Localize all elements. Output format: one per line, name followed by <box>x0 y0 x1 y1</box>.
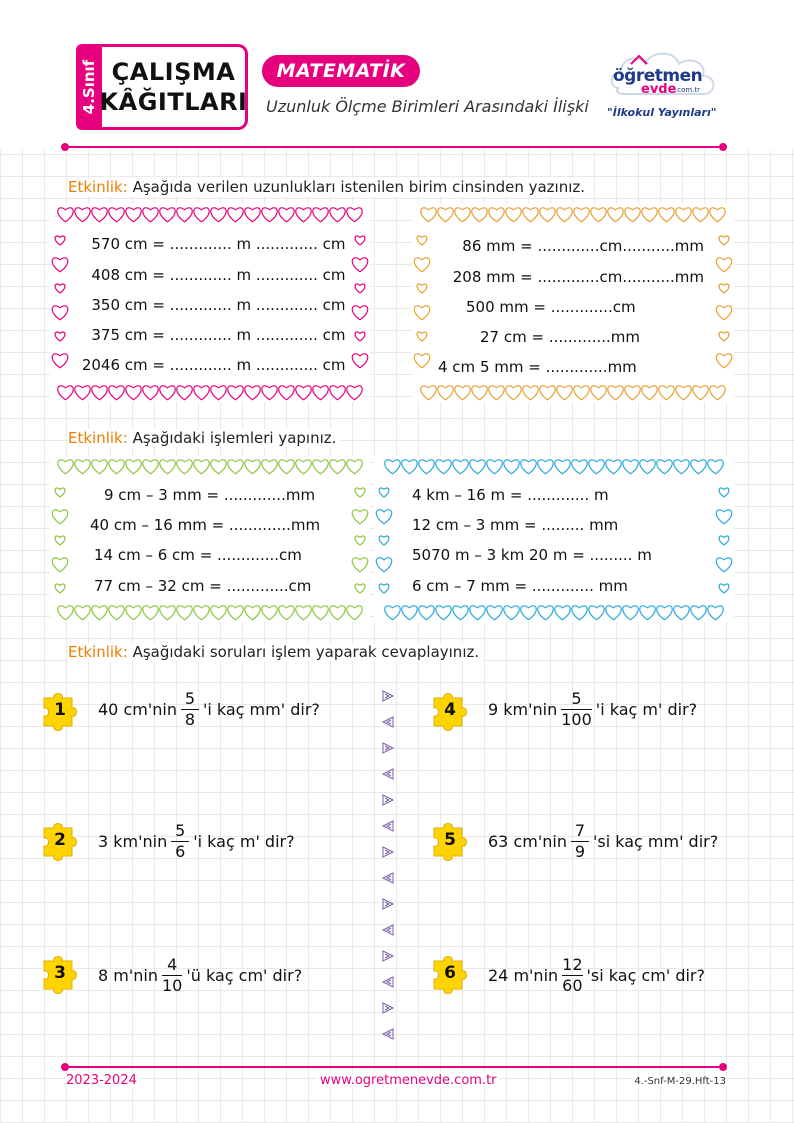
conversion-row: 570 cm = ............. m ............. cm <box>91 235 346 253</box>
question-5: 63 cm'nin $\frac{7}{9}$ 'si kaç mm' dir? <box>488 821 719 861</box>
footer-year: 2023-2024 <box>66 1073 137 1088</box>
fraction: $\frac{7}{9}$ <box>571 821 589 862</box>
question-6: 24 m'nin $\frac{12}{60}$ 'si kaç cm' dir? <box>488 955 705 995</box>
page-header <box>0 0 794 150</box>
operation-row: 4 km – 16 m = ............. m <box>412 486 609 504</box>
worksheet-title-box <box>99 44 248 130</box>
puzzle-badge: 3 <box>38 951 82 995</box>
fraction: $\frac{5}{6}$ <box>171 821 189 862</box>
subject-badge: MATEMATİK <box>262 55 420 87</box>
operation-row: 14 cm – 6 cm = .............cm <box>94 546 302 564</box>
puzzle-badge: 4 <box>428 688 472 732</box>
question-1: 40 cm'nin $\frac{5}{8}$ 'i kaç mm' dir? <box>98 689 320 729</box>
question-2: 3 km'nin $\frac{5}{6}$ 'i kaç m' dir? <box>98 821 295 861</box>
conversion-row: 2046 cm = ............. m ............. cm <box>81 356 346 374</box>
triangle-arrow-icon <box>378 688 398 1058</box>
title-line-2: KÂĞITLARI <box>99 88 248 116</box>
logo-main-text: öğretmen <box>613 66 703 86</box>
activity-2-label: Etkinlik: <box>68 429 128 447</box>
operation-row: 77 cm – 32 cm = .............cm <box>94 577 312 595</box>
header-divider <box>65 146 723 148</box>
conversion-row: 27 cm = .............mm <box>480 328 641 346</box>
activity-2-text: Aşağıdaki işlemleri yapınız. <box>127 429 337 447</box>
footer-divider <box>65 1066 723 1068</box>
conversion-row: 408 cm = ............. m ............. cm <box>91 266 346 284</box>
fraction: $\frac{5}{8}$ <box>181 689 199 730</box>
heart-border-icon <box>50 456 370 622</box>
logo-domain-text: .com.tr <box>675 86 701 94</box>
activity-2-instruction <box>68 429 340 447</box>
operation-row: 9 cm – 3 mm = .............mm <box>104 486 316 504</box>
fraction: $\frac{5}{100}$ <box>561 689 592 729</box>
activity-1-label: Etkinlik: <box>68 178 128 196</box>
publisher-logo <box>605 44 723 130</box>
logo-tagline: "İlkokul Yayınları" <box>607 106 717 119</box>
activity-1-instruction <box>68 178 589 196</box>
puzzle-badge: 5 <box>428 818 472 862</box>
activity-3-text: Aşağıdaki soruları işlem yaparak cevaplayınız. <box>127 643 480 661</box>
question-4: 9 km'nin $\frac{5}{100}$ 'i kaç m' dir? <box>488 689 698 729</box>
puzzle-badge: 2 <box>38 818 82 862</box>
question-3: 8 m'nin $\frac{4}{10}$ 'ü kaç cm' dir? <box>98 955 303 995</box>
title-line-1: ÇALIŞMA <box>111 58 236 86</box>
activity-2-left-frame <box>50 456 370 622</box>
operation-row: 5070 m – 3 km 20 m = ......... m <box>412 546 652 564</box>
conversion-row: 86 mm = .............cm...........mm <box>462 237 704 255</box>
fraction: $\frac{12}{60}$ <box>562 955 583 995</box>
heart-border-icon <box>374 456 734 622</box>
grade-tab <box>76 44 102 130</box>
footer-code: 4.-Snf-M-29.Hft-13 <box>634 1076 726 1087</box>
puzzle-badge: 1 <box>38 688 82 732</box>
operation-row: 40 cm – 16 mm = .............mm <box>90 516 321 534</box>
operation-row: 6 cm – 7 mm = ............. mm <box>412 577 628 595</box>
conversion-row: 208 mm = .............cm...........mm <box>452 268 704 286</box>
conversion-row: 4 cm 5 mm = .............mm <box>438 358 637 376</box>
puzzle-badge: 6 <box>428 951 472 995</box>
logo-sub-text: evde <box>641 82 677 97</box>
conversion-row: 375 cm = ............. m ............. cm <box>91 326 346 344</box>
activity-2-right-frame <box>374 456 734 622</box>
activity-3-label: Etkinlik: <box>68 643 128 661</box>
conversion-row: 350 cm = ............. m ............. cm <box>91 296 346 314</box>
topic-title: Uzunluk Ölçme Birimleri Arasındaki İlişki <box>266 97 589 116</box>
footer-website[interactable]: www.ogretmenevde.com.tr <box>320 1073 497 1088</box>
conversion-row: 500 mm = .............cm <box>466 298 636 316</box>
fraction: $\frac{4}{10}$ <box>161 955 183 995</box>
grade-label: 4.Sınıf <box>80 59 98 115</box>
activity-1-text: Aşağıda verilen uzunlukları istenilen birim cinsinden yazınız. <box>127 178 586 196</box>
operation-row: 12 cm – 3 mm = ......... mm <box>412 516 619 534</box>
activity-3-instruction <box>68 643 483 661</box>
column-divider <box>378 688 398 1062</box>
